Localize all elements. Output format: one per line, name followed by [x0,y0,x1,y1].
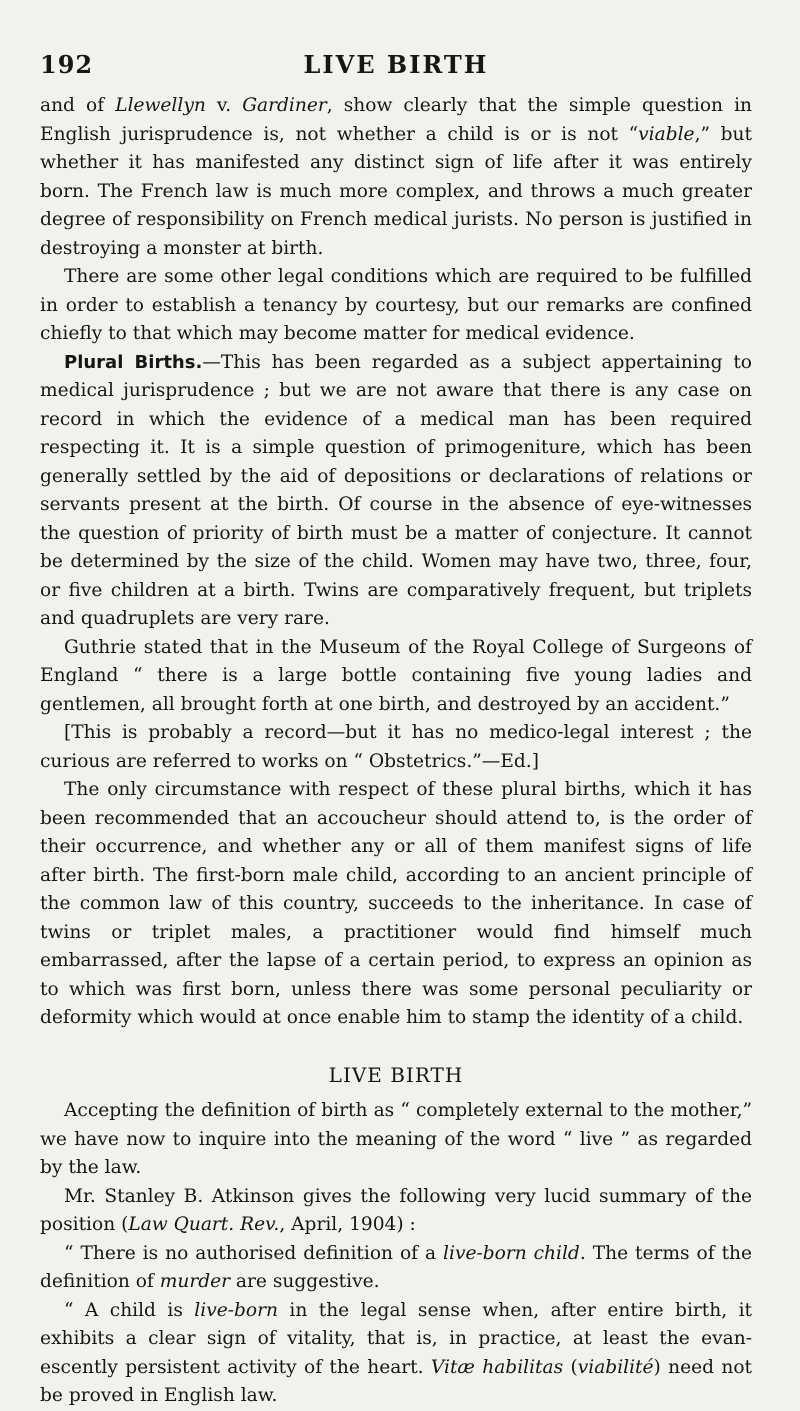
text-run: ( [563,1356,578,1378]
text-run: —This has been regarded as a subject appertaining to medical jurisprudence ; but we are not aware that there is any case on record in which the evidence of a medical man has been required respecting it. It is a simple question of primogeniture, which has been generally settled by the aid of depositions or declarations of relations or servants present at the birth. Of course in the absence of eye-witnesses the question of priority of birth must be a matter of conjecture. It cannot be determined by the size of the child. Women may have two, three, four, or five children at a birth. Twins are comparatively frequent, but triplets and quadruplets are very rare. [40,351,752,629]
italic-term: viable [638,123,695,145]
paragraph-1 [40,92,752,263]
paragraph-plural-births [40,349,752,634]
text-run: , show clearly that the simple question in English jurisprudence is, not whether a child is or is not “ [40,95,752,145]
italic-term: murder [159,1271,231,1292]
paragraph-2: There are some other legal conditions which are required to be fulfilled in order to establish a tenancy by courtesy, but our remarks are confined chiefly to that which may become matter for medical evidence. [40,266,752,344]
editor-note: [This is probably a record—but it has no medico-legal interest ; the curious are referred to works on “ Obstetrics.”—Ed.] [40,722,752,772]
body-text [40,92,752,1411]
text-run: , April, 1904) : [279,1214,416,1235]
page-header [40,50,752,90]
text-run: v. [205,95,243,116]
paragraph-9 [40,1240,752,1297]
text-run: in the legal sense when, after entire birth, it exhibits a clear sign of vitality, that is, in practice, at least the evan-escently persistent activity of the heart. [40,1299,752,1378]
paragraph-7: Accepting the definition of birth as “ completely external to the mother,” we have now to inquire into the meaning of the word “ live ” as regarded by the law. [40,1100,752,1178]
italic-term: viabilité [577,1356,654,1378]
text-run: Mr. Stanley B. Atkinson gives the following very lucid summary of the position ( [40,1185,752,1235]
text-run: are suggestive. [230,1271,380,1292]
text-run: “ There is no authorised definition of a [64,1242,444,1264]
page-number: 192 [40,50,94,79]
paragraph-6: The only circumstance with respect of these plural births, which it has been recommended that an accoucheur should attend to, is the order of their occurrence, and whether any or all of them manifest signs of life after birth. The first-born male child, according to an ancient principle of the common law of this country, succeeds to the inheritance. In case of twins or triplet males, a practitioner would find himself much embarrassed, after the lapse of a certain period, to express an opinion as to which was first born, unless there was some personal peculiarity or deformity which would at once enable him to stamp the identity of a child. [40,779,752,1028]
run-in-heading: Plural Births. [64,351,203,373]
italic-term: live-born child [443,1242,580,1264]
case-name: Llewellyn [115,95,206,116]
journal-title: Law Quart. Rev. [128,1214,280,1235]
case-name: Gardiner [242,95,327,116]
text-run: ) need not be proved in English law. [40,1356,753,1406]
italic-term: Vitæ habilitas [430,1356,564,1378]
paragraph-10 [40,1297,752,1411]
italic-term: live-born [194,1299,278,1321]
text-run: ,” but whether it has manifested any distinct sign of life after it was entirely born. The French law is much more complex, and throws a much greater degree of responsibility on French medical jurists. No person is justified in destroying a monster at birth. [40,123,752,259]
paragraph-8 [40,1183,752,1240]
paragraph-4: Guthrie stated that in the Museum of the Royal College of Surgeons of England “ there is a large bottle containing five young ladies and gentlemen, all brought forth at one birth, and destroyed by an accident.” [40,636,752,715]
text-run: . The terms of the definition of [40,1242,753,1292]
text-run: “ A child is [64,1299,195,1321]
text-run: and of [40,95,116,116]
running-title: LIVE BIRTH [303,50,489,79]
section-heading: LIVE BIRTH [328,1062,464,1087]
